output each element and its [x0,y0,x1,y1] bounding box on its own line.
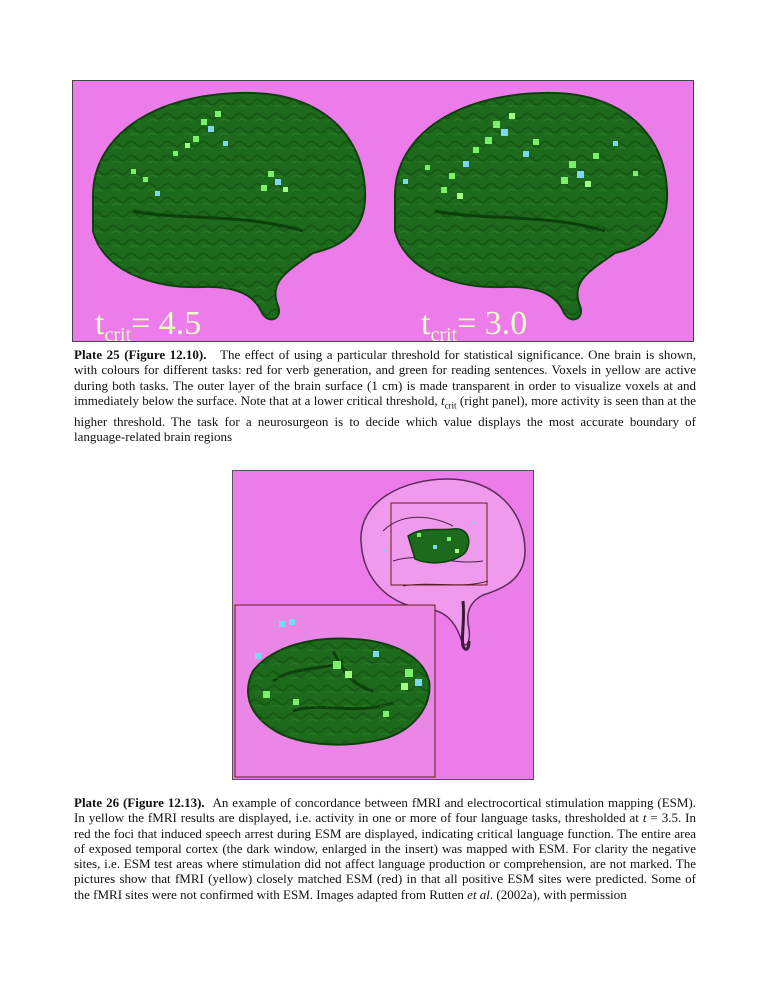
plate26-caption: Plate 26 (Figure 12.13). An example of concordance between fMRI and electrocortical stimulation mapping (ESM). In yellow the fMRI results are displayed, i.e. activity in one or more of four language tasks, thresholded at t = 3.5. In red the foci that induced speech arrest during ESM are displayed, indicating critical language function. The entire area of exposed temporal cortex (the dark window, enlarged in the insert) was mapped with ESM. For clarity the negative sites, i.e. ESM test areas where stimulation did not affect language production or comprehension, are not marked. The pictures show that fMRI (yellow) closely matched ESM (red) in that all positive ESM sites were predicted. Some of the fMRI sites were not confirmed with ESM. Images adapted from Rutten et al. (2002a), with permission [74,795,697,902]
brain-renderings [73,81,694,342]
plate25-caption-title: Plate 25 (Figure 12.10). [74,347,207,362]
threshold-label-right: $t_{crit}= 3.0$ [421,305,528,342]
plate26-figure [232,470,534,780]
threshold-label-left: $t_{crit}= 4.5$ [95,305,202,342]
brain-left [93,93,365,320]
plate25-figure [72,80,694,342]
enlarged-insert [235,605,435,777]
brain-with-insert [233,471,534,780]
brain-right [395,93,667,320]
plate26-caption-title: Plate 26 (Figure 12.13). [74,795,205,810]
plate25-caption: Plate 25 (Figure 12.10). The effect of using a particular threshold for statistical significance. One brain is shown, with colours for different tasks: red for verb generation, and green for reading sentences. Voxels in yellow are active during both tasks. The outer layer of the brain surface (1 cm) is made transparent in order to visualize voxels at and immediately below the surface. Note that at a lower critical threshold, $t_{crit}$ (right panel), more activity is seen than at the higher threshold. The task for a neurosurgeon is to decide which value displays the most accurate boundary of language-related brain regions [74,347,697,445]
